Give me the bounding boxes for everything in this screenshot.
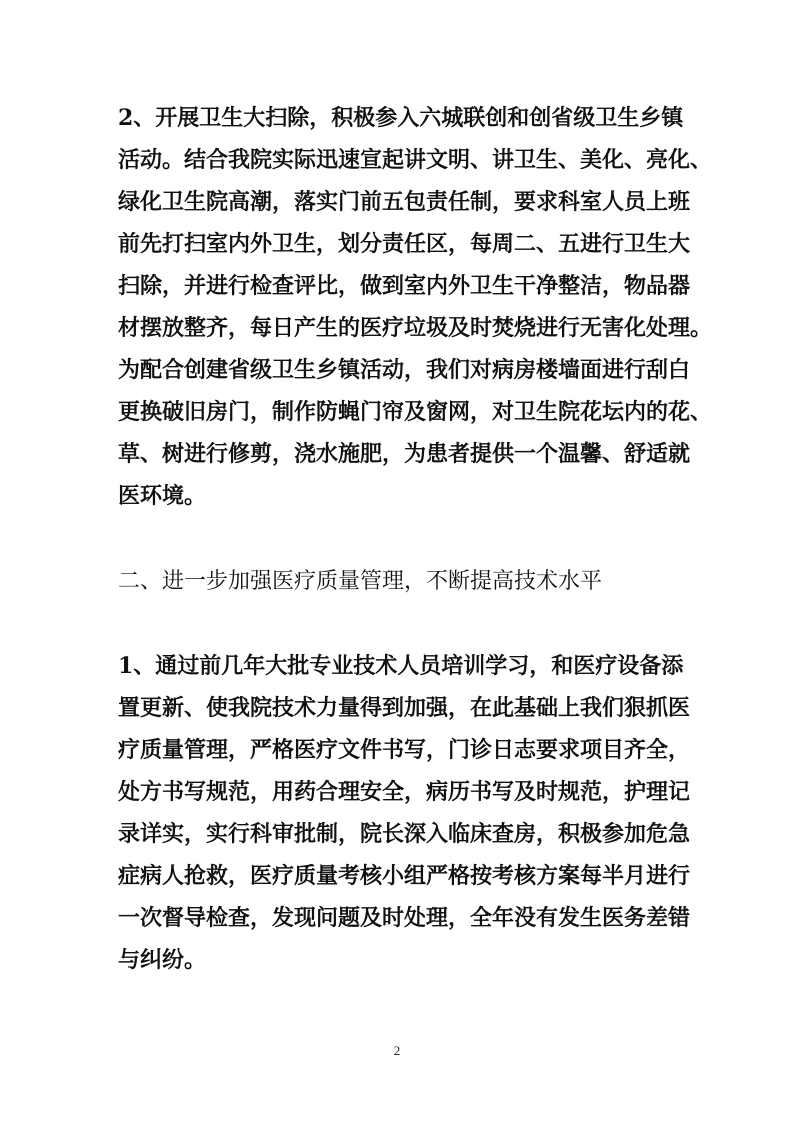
paragraph-line: 2、开展卫生大扫除，积极参入六城联创和创省级卫生乡镇 — [118, 105, 684, 131]
paragraph-line: 置更新、使我院技术力量得到加强，在此基础上我们狠抓医 — [118, 695, 691, 721]
paragraph-line: 前先打扫室内外卫生，划分责任区，每周二、五进行卫生大 — [118, 231, 691, 257]
page-number: 2 — [393, 1043, 401, 1058]
paragraph-line: 为配合创建省级卫生乡镇活动，我们对病房楼墙面进行刮白 — [118, 357, 691, 383]
paragraph-line: 医环境。 — [118, 483, 207, 509]
paragraph-line: 录详实，实行科审批制，院长深入临床查房，积极参加危急 — [118, 821, 691, 847]
section-heading: 二、进一步加强医疗质量管理，不断提高技术水平 — [118, 569, 603, 594]
paragraph-line: 症病人抢救，医疗质量考核小组严格按考核方案每半月进行 — [118, 863, 691, 889]
paragraph-line: 扫除，并进行检查评比，做到室内外卫生干净整洁，物品器 — [118, 273, 691, 299]
paragraph-line: 材摆放整齐，每日产生的医疗垃圾及时焚烧进行无害化处理。 — [118, 315, 713, 341]
paragraph-line: 更换破旧房门，制作防蝇门帘及窗网，对卫生院花坛内的花、 — [118, 399, 713, 425]
paragraph-line: 与纠纷。 — [118, 947, 207, 973]
paragraph-line: 活动。结合我院实际迅速宣起讲文明、讲卫生、美化、亮化、 — [118, 147, 713, 173]
paragraph-line: 一次督导检查，发现问题及时处理，全年没有发生医务差错 — [118, 905, 691, 931]
paragraph-line: 绿化卫生院高潮，落实门前五包责任制，要求科室人员上班 — [118, 189, 691, 215]
paragraph-line: 1、通过前几年大批专业技术人员培训学习，和医疗设备添 — [118, 653, 684, 679]
paragraph-line: 疗质量管理，严格医疗文件书写，门诊日志要求项目齐全， — [118, 737, 691, 763]
paragraph-line: 草、树进行修剪，浇水施肥，为患者提供一个温馨、舒适就 — [118, 441, 691, 467]
paragraph-line: 处方书写规范，用药合理安全，病历书写及时规范，护理记 — [118, 779, 691, 805]
